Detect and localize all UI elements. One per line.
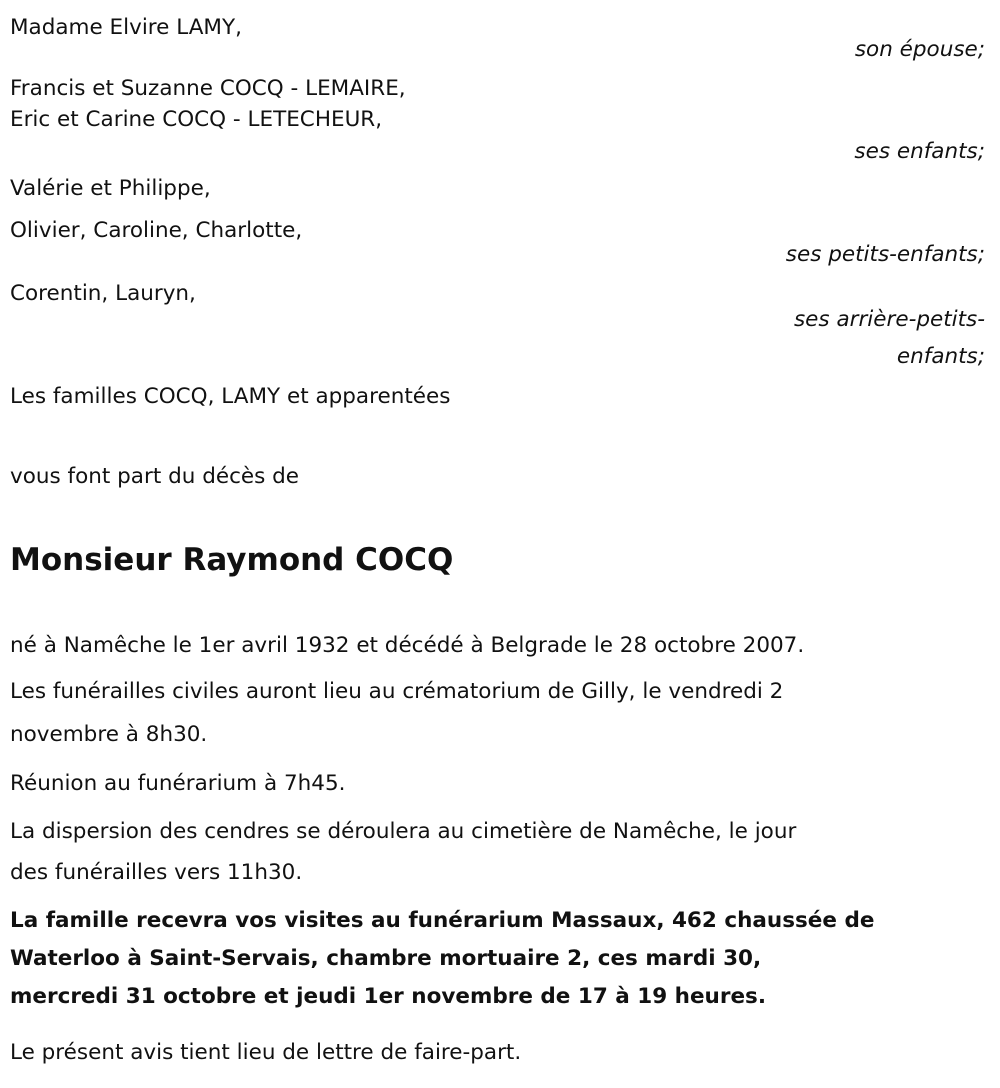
meeting-line: Réunion au funérarium à 7h45. xyxy=(10,771,346,796)
family-member-line: Valérie et Philippe, xyxy=(10,176,211,201)
family-member-line: Francis et Suzanne COCQ - LEMAIRE, xyxy=(10,76,406,101)
families-line: Les familles COCQ, LAMY et apparentées xyxy=(10,384,451,409)
ashes-line: La dispersion des cendres se déroulera au cimetière de Namêche, le jour xyxy=(10,819,797,844)
deceased-name: Monsieur Raymond COCQ xyxy=(10,542,454,578)
intro-line: vous font part du décès de xyxy=(10,464,300,489)
funeral-line: Les funérailles civiles auront lieu au crématorium de Gilly, le vendredi 2 xyxy=(10,679,784,704)
family-member-line: Olivier, Caroline, Charlotte, xyxy=(10,218,303,243)
ashes-line: des funérailles vers 11h30. xyxy=(10,860,303,885)
closing-line: Le présent avis tient lieu de lettre de faire-part. xyxy=(10,1040,522,1065)
visits-line: mercredi 31 octobre et jeudi 1er novembre de 17 à 19 heures. xyxy=(10,984,767,1009)
relation-label: son épouse; xyxy=(854,37,985,62)
family-member-line: Eric et Carine COCQ - LETECHEUR, xyxy=(10,107,383,132)
relation-label: ses petits-enfants; xyxy=(785,242,985,267)
relation-label: enfants; xyxy=(896,344,985,369)
visits-line: Waterloo à Saint-Servais, chambre mortuaire 2, ces mardi 30, xyxy=(10,946,762,971)
family-member-line: Corentin, Lauryn, xyxy=(10,281,196,306)
relation-label: ses enfants; xyxy=(854,139,985,164)
relation-label: ses arrière-petits- xyxy=(793,307,985,332)
visits-line: La famille recevra vos visites au funérarium Massaux, 462 chaussée de xyxy=(10,908,875,933)
birth-death-line: né à Namêche le 1er avril 1932 et décédé à Belgrade le 28 octobre 2007. xyxy=(10,633,805,658)
funeral-line: novembre à 8h30. xyxy=(10,722,208,747)
family-member-line: Madame Elvire LAMY, xyxy=(10,15,242,40)
